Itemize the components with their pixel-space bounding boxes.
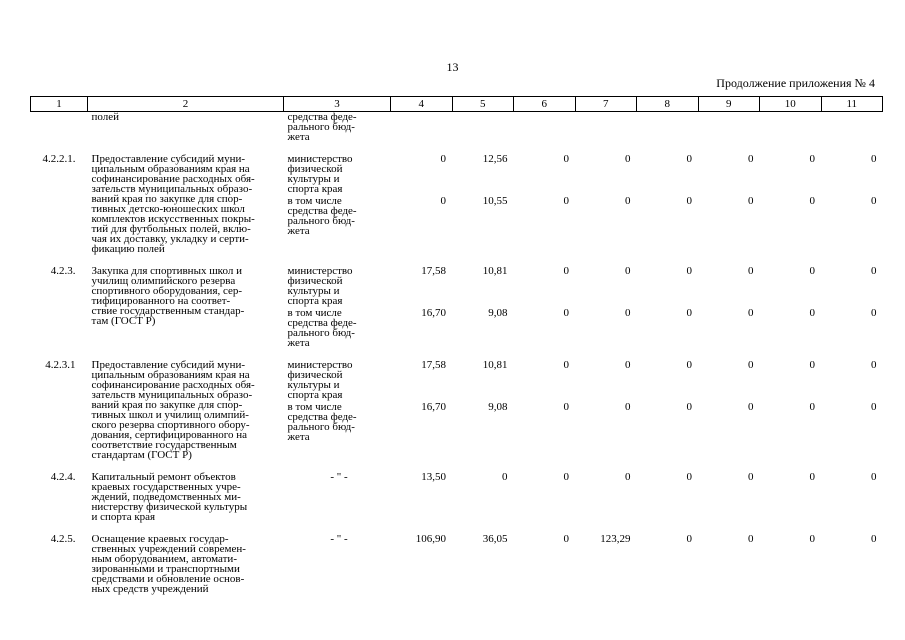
value-federal: 10,55 xyxy=(482,195,508,207)
value-federal: 0 xyxy=(563,195,569,207)
row-responsible xyxy=(284,534,391,594)
value-total: 0 xyxy=(809,265,815,277)
page-number: 13 xyxy=(446,60,459,74)
value-federal: 0 xyxy=(625,307,631,319)
value-total: 0 xyxy=(809,359,815,371)
row-value-col-5 xyxy=(452,472,514,522)
row-value-col-4 xyxy=(391,472,453,522)
value-total: 0 xyxy=(502,471,508,483)
responsible-primary: министерство физической культуры и спорта края xyxy=(287,359,353,401)
continuation-responsible: средства феде- рального бюд- жета xyxy=(287,111,357,143)
value-federal: 0 xyxy=(625,195,631,207)
appendix-table xyxy=(30,96,883,594)
row-value-col-11 xyxy=(821,360,883,460)
row-value-col-11 xyxy=(821,266,883,348)
row-code: 4.2.5. xyxy=(50,533,76,545)
value-federal: 0 xyxy=(563,401,569,413)
responsible-federal-share: в том числе средства феде- рального бюд- жета xyxy=(287,401,357,443)
column-header: 3 xyxy=(284,97,391,112)
row-activity-name: Капитальный ремонт объектов краевых государственных учре- ждений, подведомственных ми- нистерству физической культуры и спорта края xyxy=(91,471,248,523)
column-header: 7 xyxy=(575,97,637,112)
value-total: 0 xyxy=(748,359,754,371)
value-total: 0 xyxy=(563,471,569,483)
row-value-col-4 xyxy=(391,154,453,254)
value-federal: 0 xyxy=(440,195,446,207)
table-body xyxy=(31,112,883,595)
row-value-col-4 xyxy=(391,534,453,594)
value-total: 0 xyxy=(686,153,692,165)
value-total: 10,81 xyxy=(482,359,508,371)
row-value-col-6 xyxy=(514,266,576,348)
row-value-col-5 xyxy=(452,154,514,254)
value-federal: 16,70 xyxy=(421,307,446,319)
row-activity-name: Предоставление субсидий муни- ципальным образованиям края на софинансирование расходных обя- зательств муниципальных образо- ваний края по закупке для спор- тивных школ и училищ олимпий- ского резерва спортивного обору- дования, сертифицированного на соответствие государственным стандартам (ГОСТ Р) xyxy=(91,359,255,461)
row-value-col-8 xyxy=(637,472,699,522)
row-value-col-8 xyxy=(637,266,699,348)
value-total: 0 xyxy=(871,153,877,165)
table-row xyxy=(31,472,883,522)
value-federal: 0 xyxy=(871,401,877,413)
value-total: 10,81 xyxy=(482,265,508,277)
row-value-col-10 xyxy=(760,360,822,460)
continuation-name: полей xyxy=(91,111,119,123)
row-responsible xyxy=(284,266,391,348)
value-total: 0 xyxy=(809,471,815,483)
value-federal: 0 xyxy=(686,307,692,319)
value-total: 36,05 xyxy=(482,533,508,545)
value-total: 0 xyxy=(748,153,754,165)
row-code: 4.2.3. xyxy=(50,265,76,277)
row-activity-name: Предоставление субсидий муни- ципальным образованиям края на софинансирование расходных обя- зательств муниципальных образо- ваний края по закупке для спор- тивных детско-юношеских школ комплектов искусственных покры- тий для футбольных полей, вклю- чая их доставку, укладку и серти- фикацию полей xyxy=(91,153,255,255)
row-value-col-6 xyxy=(514,534,576,594)
column-header: 11 xyxy=(821,97,883,112)
value-federal: 0 xyxy=(625,401,631,413)
value-total: 123,29 xyxy=(600,533,631,545)
row-value-col-6 xyxy=(514,154,576,254)
row-value-col-8 xyxy=(637,154,699,254)
column-header: 6 xyxy=(514,97,576,112)
column-header: 5 xyxy=(452,97,514,112)
responsible-federal-share: в том числе средства феде- рального бюд- жета xyxy=(287,307,357,349)
value-total: 0 xyxy=(809,533,815,545)
row-code: 4.2.2.1. xyxy=(42,153,76,165)
value-total: 0 xyxy=(625,265,631,277)
responsible-primary: - " - xyxy=(330,471,348,483)
value-total: 0 xyxy=(748,265,754,277)
value-federal: 0 xyxy=(748,307,754,319)
row-responsible xyxy=(284,154,391,254)
value-total: 0 xyxy=(871,471,877,483)
row-responsible xyxy=(284,472,391,522)
row-value-col-9 xyxy=(698,360,760,460)
column-header: 8 xyxy=(637,97,699,112)
row-value-col-7 xyxy=(575,154,637,254)
row-activity-name: Закупка для спортивных школ и училищ олимпийского резерва спортивного оборудования, сер- тифицированного на соответ- ствие государственным стандар- там (ГОСТ Р) xyxy=(91,265,245,327)
row-code: 4.2.3.1 xyxy=(45,359,76,371)
value-total: 0 xyxy=(686,359,692,371)
row-value-col-7 xyxy=(575,360,637,460)
row-value-col-10 xyxy=(760,154,822,254)
row-value-col-11 xyxy=(821,534,883,594)
value-total: 0 xyxy=(563,265,569,277)
value-total: 0 xyxy=(871,533,877,545)
value-federal: 0 xyxy=(809,195,815,207)
row-value-col-5 xyxy=(452,266,514,348)
value-total: 0 xyxy=(563,153,569,165)
value-federal: 0 xyxy=(563,307,569,319)
value-total: 0 xyxy=(625,153,631,165)
value-federal: 0 xyxy=(809,401,815,413)
value-total: 13,50 xyxy=(421,471,446,483)
value-total: 17,58 xyxy=(421,265,446,277)
column-number-header-row xyxy=(31,97,883,112)
row-value-col-11 xyxy=(821,154,883,254)
value-total: 12,56 xyxy=(482,153,508,165)
column-header: 2 xyxy=(88,97,284,112)
value-total: 0 xyxy=(748,533,754,545)
value-total: 0 xyxy=(871,359,877,371)
responsible-primary: - " - xyxy=(330,533,348,545)
value-federal: 0 xyxy=(686,401,692,413)
row-value-col-8 xyxy=(637,534,699,594)
row-value-col-7 xyxy=(575,266,637,348)
row-value-col-7 xyxy=(575,472,637,522)
column-header: 10 xyxy=(760,97,822,112)
value-federal: 9,08 xyxy=(488,401,508,413)
row-value-col-6 xyxy=(514,472,576,522)
value-federal: 0 xyxy=(748,195,754,207)
row-value-col-9 xyxy=(698,154,760,254)
value-federal: 0 xyxy=(871,195,877,207)
value-total: 17,58 xyxy=(421,359,446,371)
value-total: 0 xyxy=(686,471,692,483)
value-federal: 9,08 xyxy=(488,307,508,319)
value-total: 0 xyxy=(440,153,446,165)
value-total: 106,90 xyxy=(415,533,446,545)
table-row xyxy=(31,154,883,254)
value-federal: 0 xyxy=(809,307,815,319)
row-value-col-9 xyxy=(698,266,760,348)
value-total: 0 xyxy=(809,153,815,165)
table-row xyxy=(31,360,883,460)
responsible-primary: министерство физической культуры и спорта края xyxy=(287,153,353,195)
row-value-col-9 xyxy=(698,472,760,522)
row-value-col-11 xyxy=(821,472,883,522)
responsible-primary: министерство физической культуры и спорта края xyxy=(287,265,353,307)
value-total: 0 xyxy=(625,471,631,483)
row-activity-name: Оснащение краевых государ- ственных учреждений современ- ным оборудованием, автомати- зированными и транспортными средствами и обновление основ- ных средств учреждений xyxy=(91,533,246,595)
value-federal: 0 xyxy=(748,401,754,413)
row-code: 4.2.4. xyxy=(50,471,76,483)
value-total: 0 xyxy=(686,533,692,545)
value-total: 0 xyxy=(563,359,569,371)
value-federal: 0 xyxy=(871,307,877,319)
table-row xyxy=(31,534,883,594)
row-value-col-7 xyxy=(575,534,637,594)
column-header: 1 xyxy=(31,97,88,112)
row-value-col-9 xyxy=(698,534,760,594)
row-value-col-8 xyxy=(637,360,699,460)
row-value-col-5 xyxy=(452,360,514,460)
row-value-col-10 xyxy=(760,266,822,348)
value-total: 0 xyxy=(871,265,877,277)
row-value-col-5 xyxy=(452,534,514,594)
appendix-continuation-note: Продолжение приложения № 4 xyxy=(716,76,875,90)
continuation-row xyxy=(31,112,883,143)
value-total: 0 xyxy=(748,471,754,483)
value-federal: 16,70 xyxy=(421,401,446,413)
row-value-col-4 xyxy=(391,360,453,460)
value-total: 0 xyxy=(563,533,569,545)
value-total: 0 xyxy=(686,265,692,277)
row-value-col-4 xyxy=(391,266,453,348)
row-value-col-10 xyxy=(760,534,822,594)
value-federal: 0 xyxy=(686,195,692,207)
value-total: 0 xyxy=(625,359,631,371)
row-value-col-10 xyxy=(760,472,822,522)
responsible-federal-share: в том числе средства феде- рального бюд- жета xyxy=(287,195,357,237)
column-header: 9 xyxy=(698,97,760,112)
row-value-col-6 xyxy=(514,360,576,460)
table-row xyxy=(31,266,883,348)
column-header: 4 xyxy=(391,97,453,112)
row-responsible xyxy=(284,360,391,460)
